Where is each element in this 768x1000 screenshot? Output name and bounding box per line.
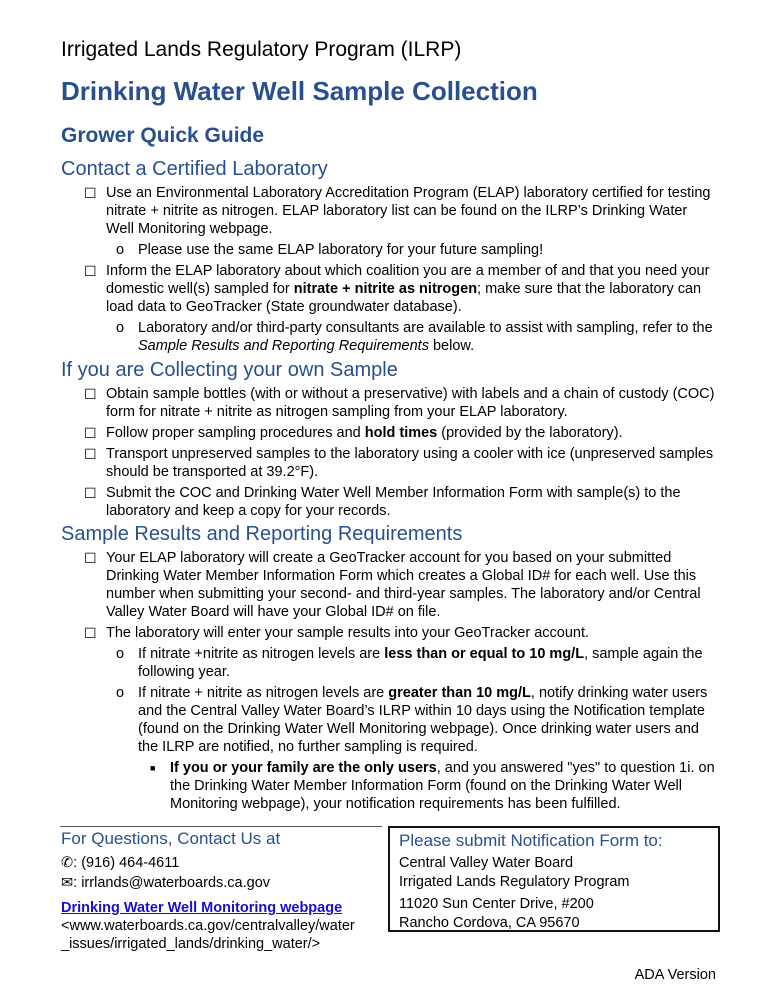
contact-heading: For Questions, Contact Us at [61,829,281,848]
checkbox-icon[interactable]: ☐ [84,485,97,501]
item-text: Transport unpreserved samples to the laboratory using a cooler with ice (unpreserved samples should be transported at 39.2°F). [106,446,714,480]
monitoring-webpage-link[interactable]: Drinking Water Well Monitoring webpage [61,900,343,916]
section-list [0,549,768,816]
bullet-icon: o [116,320,125,336]
checklist-item [0,549,718,621]
checkbox-icon[interactable]: ☐ [84,386,97,402]
item-text: , and you answered "yes" to question 1i. on the Drinking Water Member Information Form (found on the Drinking Water Well Monitoring webpage), your notification requirements has been fulfilled. [170,760,715,812]
version-label: ADA Version [634,967,716,983]
sub-list-item [0,319,718,355]
checklist-item [0,484,718,520]
section-heading-contact-lab: Contact a Certified Laboratory [61,158,328,180]
item-text: Your ELAP laboratory will create a GeoTracker account for you based on your submitted Drinking Water Member Information Form which creates a Global ID# for each well. Use this number when submitting your second- and third-year samples. The laboratory and/or Central Valley Water Board will have your Global ID# on file. [106,550,701,620]
section-list [0,385,768,523]
checklist-item [0,624,718,642]
section-heading-results: Sample Results and Reporting Requirements [61,523,463,545]
email-row [61,873,355,893]
item-text: Use an Environmental Laboratory Accreditation Program (ELAP) laboratory certified for testing nitrate + nitrite as nitrogen. ELAP laboratory list can be found on the ILRP’s Drinking Water Well Monitoring webpage. [106,185,711,237]
section-list [0,184,768,358]
item-text: Laboratory and/or third-party consultants are available to assist with sampling, refer to the [138,320,713,336]
envelope-icon: ✉ [61,875,74,891]
address-line: Irrigated Lands Regulatory Program [399,874,630,890]
address-line: Central Valley Water Board [399,855,574,871]
section-heading-collecting: If you are Collecting your own Sample [61,359,398,381]
item-text: greater than 10 mg/L [388,685,531,701]
sub-list-item [0,759,718,813]
checklist-item [0,385,718,421]
item-text: If nitrate + nitrite as nitrogen levels are [138,685,389,701]
divider [60,826,382,827]
url-line-1: <www.waterboards.ca.gov/centralvalley/water [61,918,355,934]
contact-block [61,829,355,953]
checkbox-icon[interactable]: ☐ [84,263,97,279]
checklist-item [0,424,718,442]
phone-row [61,853,355,873]
program-name: Irrigated Lands Regulatory Program (ILRP) [61,38,462,61]
address-line: Rancho Cordova, CA 95670 [399,915,580,931]
bullet-icon: o [116,646,125,662]
item-text: Please use the same ELAP laboratory for your future sampling! [138,242,544,258]
sub-list-item [0,645,718,681]
checkbox-icon[interactable]: ☐ [84,446,97,462]
bullet-icon: ■ [150,763,156,773]
item-text: Submit the COC and Drinking Water Well Member Information Form with sample(s) to the laboratory and keep a copy for your records. [106,485,681,519]
document-subtitle: Grower Quick Guide [61,124,265,147]
checkbox-icon[interactable]: ☐ [84,550,97,566]
bullet-icon: o [116,685,125,701]
item-text: The laboratory will enter your sample results into your GeoTracker account. [106,625,590,641]
item-text: If you or your family are the only users [170,760,437,776]
item-text: nitrate + nitrite as nitrogen [293,281,478,297]
bullet-icon: o [116,242,125,258]
item-text: Sample Results and Reporting Requirements [138,338,429,354]
item-text: below. [428,338,475,354]
item-text: ; make sure that the laboratory can load data to GeoTracker (State groundwater database). [106,281,702,315]
item-text: Inform the ELAP laboratory about which coalition you are a member of and that you need your domestic well(s) sampled for [106,263,710,297]
checkbox-icon[interactable]: ☐ [84,625,97,641]
item-text: Follow proper sampling procedures and [106,425,365,441]
item-text: hold times [364,425,438,441]
item-text: (provided by the laboratory). [437,425,623,441]
checkbox-icon[interactable]: ☐ [84,425,97,441]
item-text: If nitrate +nitrite as nitrogen levels are [138,646,385,662]
item-text: less than or equal to 10 mg/L [384,646,585,662]
checklist-item [0,184,718,238]
checkbox-icon[interactable]: ☐ [84,185,97,201]
checklist-item [0,445,718,481]
document-title: Drinking Water Well Sample Collection [61,76,538,106]
sub-list-item [0,684,718,756]
notification-heading: Please submit Notification Form to: [399,831,663,850]
item-text: , sample again the following year. [138,646,703,680]
address-line: 11020 Sun Center Drive, #200 [399,896,594,912]
item-text: Obtain sample bottles (with or without a preservative) with labels and a chain of custody (COC) form for nitrate + nitrite as nitrogen sampling from your ELAP laboratory. [106,386,715,420]
phone-icon: ✆ [61,855,74,871]
sub-list-item [0,241,718,259]
url-line-2: _issues/irrigated_lands/drinking_water/> [61,936,321,952]
email-address: : irrlands@waterboards.ca.gov [73,875,271,891]
checklist-item [0,262,718,316]
phone-number: : (916) 464-4611 [73,855,180,871]
item-text: , notify drinking water users and the Central Valley Water Board’s ILRP within 10 days using the Notification template (found on the Drinking Water Well Monitoring webpage). Once drinking water users and the ILRP are notified, no further sampling is required. [138,685,708,755]
notification-address-box [388,826,720,932]
